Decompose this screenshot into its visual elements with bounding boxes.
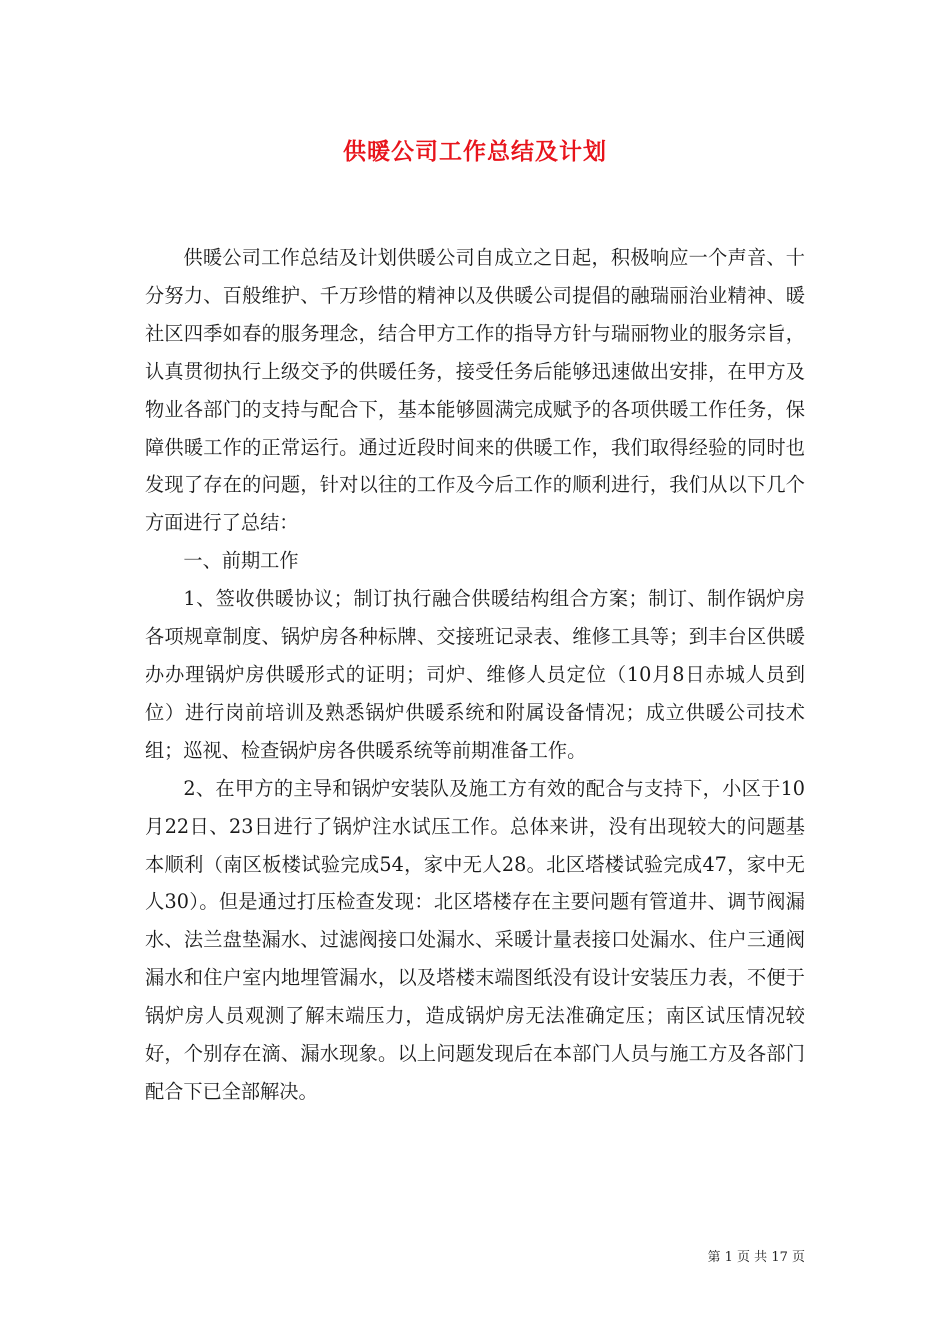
paragraph-item-1: 1、签收供暖协议；制订执行融合供暖结构组合方案；制订、制作锅炉房各项规章制度、锅炉房各种标牌、交接班记录表、维修工具等；到丰台区供暖办办理锅炉房供暖形式的证明；司炉、维修人员定位（10月8日赤城人员到位）进行岗前培训及熟悉锅炉供暖系统和附属设备情况；成立供暖公司技术组；巡视、检查锅炉房各供暖系统等前期准备工作。 bbox=[145, 587, 805, 762]
paragraph-intro: 供暖公司工作总结及计划供暖公司自成立之日起，积极响应一个声音、十分努力、百般维护、千万珍惜的精神以及供暖公司提倡的融瑞丽治业精神、暖社区四季如春的服务理念，结合甲方工作的指导方针与瑞丽物业的服务宗旨，认真贯彻执行上级交予的供暖任务，接受任务后能够迅速做出安排，在甲方及物业各部门的支持与配合下，基本能够圆满完成赋予的各项供暖工作任务，保障供暖工作的正常运行。通过近段时间来的供暖工作，我们取得经验的同时也发现了存在的问题，针对以往的工作及今后工作的顺利进行，我们从以下几个方面进行了总结： bbox=[145, 246, 805, 535]
section-heading: 一、前期工作 bbox=[183, 549, 299, 573]
document-title: 供暖公司工作总结及计划 bbox=[343, 138, 607, 165]
document-body bbox=[145, 239, 805, 1111]
paragraph-item-2: 2、在甲方的主导和锅炉安装队及施工方有效的配合与支持下，小区于10月22日、23日进行了锅炉注水试压工作。总体来讲，没有出现较大的问题基本顺利（南区板楼试验完成54，家中无人28。北区塔楼试验完成47，家中无人30）。但是通过打压检查发现：北区塔楼存在主要问题有管道井、调节阀漏水、法兰盘垫漏水、过滤阀接口处漏水、采暖计量表接口处漏水、住户三通阀漏水和住户室内地埋管漏水，以及塔楼末端图纸没有设计安装压力表，不便于锅炉房人员观测了解末端压力，造成锅炉房无法准确定压；南区试压情况较好，个别存在滴、漏水现象。以上问题发现后在本部门人员与施工方及各部门配合下已全部解决。 bbox=[145, 776, 805, 1103]
page-number-footer: 第 1 页 共 17 页 bbox=[707, 1250, 805, 1265]
